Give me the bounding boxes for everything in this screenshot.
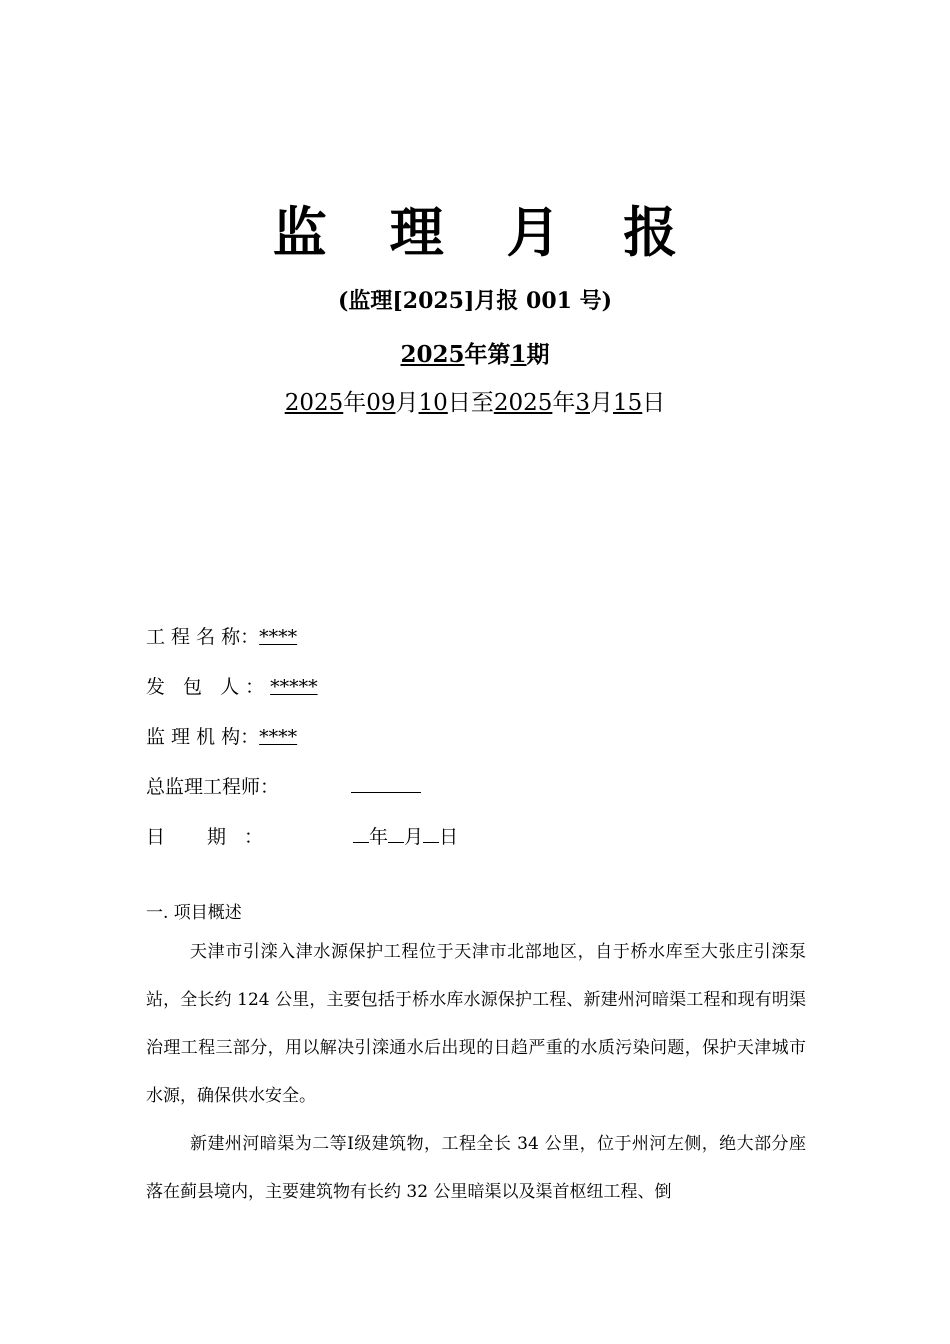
employer-row xyxy=(146,672,318,699)
project-name-value: **** xyxy=(259,626,298,648)
agency-value: **** xyxy=(259,726,298,748)
date-year-text: 年 xyxy=(369,826,389,848)
report-period xyxy=(0,384,950,417)
employer-value: ***** xyxy=(270,676,318,698)
period-start-month: 09 xyxy=(366,390,396,416)
date-day-text: 日 xyxy=(439,826,459,848)
date-year-blank xyxy=(353,826,369,843)
agency-label: 监 理 机 构： xyxy=(146,726,260,748)
period-text: 年 xyxy=(552,390,576,416)
period-end-month: 3 xyxy=(575,390,590,416)
date-month-blank xyxy=(388,826,404,843)
report-issue xyxy=(0,336,950,369)
period-text: 月 xyxy=(590,390,613,416)
date-fill xyxy=(353,826,458,848)
period-text: 年 xyxy=(343,390,367,416)
period-start-year: 2025 xyxy=(284,390,344,416)
period-text: 日至 xyxy=(447,390,494,416)
issue-year: 2025 xyxy=(400,341,465,368)
report-title: 监 理 月 报 xyxy=(272,201,700,264)
issue-number-suffix: 期 xyxy=(526,341,550,368)
section-heading: 一. 项目概述 xyxy=(146,903,242,923)
date-day-blank xyxy=(423,826,439,843)
period-text: 月 xyxy=(395,390,419,416)
overview-paragraph-1: 天津市引滦入津水源保护工程位于天津市北部地区，自于桥水库至大张庄引滦泵站，全长约 124 公里，主要包括于桥水库水源保护工程、新建州河暗渠工程和现有明渠治理工程三部分，用以解决引滦通水后出现的日趋严重的水质污染问题，保护天津城市水源，确保供水安全。 xyxy=(146,942,806,1106)
issue-number: 1 xyxy=(510,341,527,368)
report-number: (监理[2025]月报 001 号) xyxy=(337,288,613,314)
period-text: 日 xyxy=(642,390,666,416)
issue-year-suffix: 年第 xyxy=(464,341,511,368)
date-month-text: 月 xyxy=(404,826,424,848)
chief-engineer-row xyxy=(146,772,421,799)
employer-label: 发 包 人： xyxy=(146,676,271,698)
period-end-year: 2025 xyxy=(493,390,553,416)
project-name-label: 工 程 名 称： xyxy=(146,626,260,648)
overview-paragraph-2: 新建州河暗渠为二等Ⅰ级建筑物，工程全长 34 公里，位于州河左侧，绝大部分座落在蓟县境内，主要建筑物有长约 32 公里暗渠以及渠首枢纽工程、倒 xyxy=(146,1134,806,1202)
date-row xyxy=(146,822,458,849)
chief-engineer-blank xyxy=(351,774,421,793)
project-name-row xyxy=(146,622,297,649)
agency-row xyxy=(146,722,297,749)
chief-engineer-label: 总监理工程师： xyxy=(146,776,280,798)
period-start-day: 10 xyxy=(418,390,448,416)
period-end-day: 15 xyxy=(613,390,643,416)
date-label: 日 期： xyxy=(146,826,282,848)
